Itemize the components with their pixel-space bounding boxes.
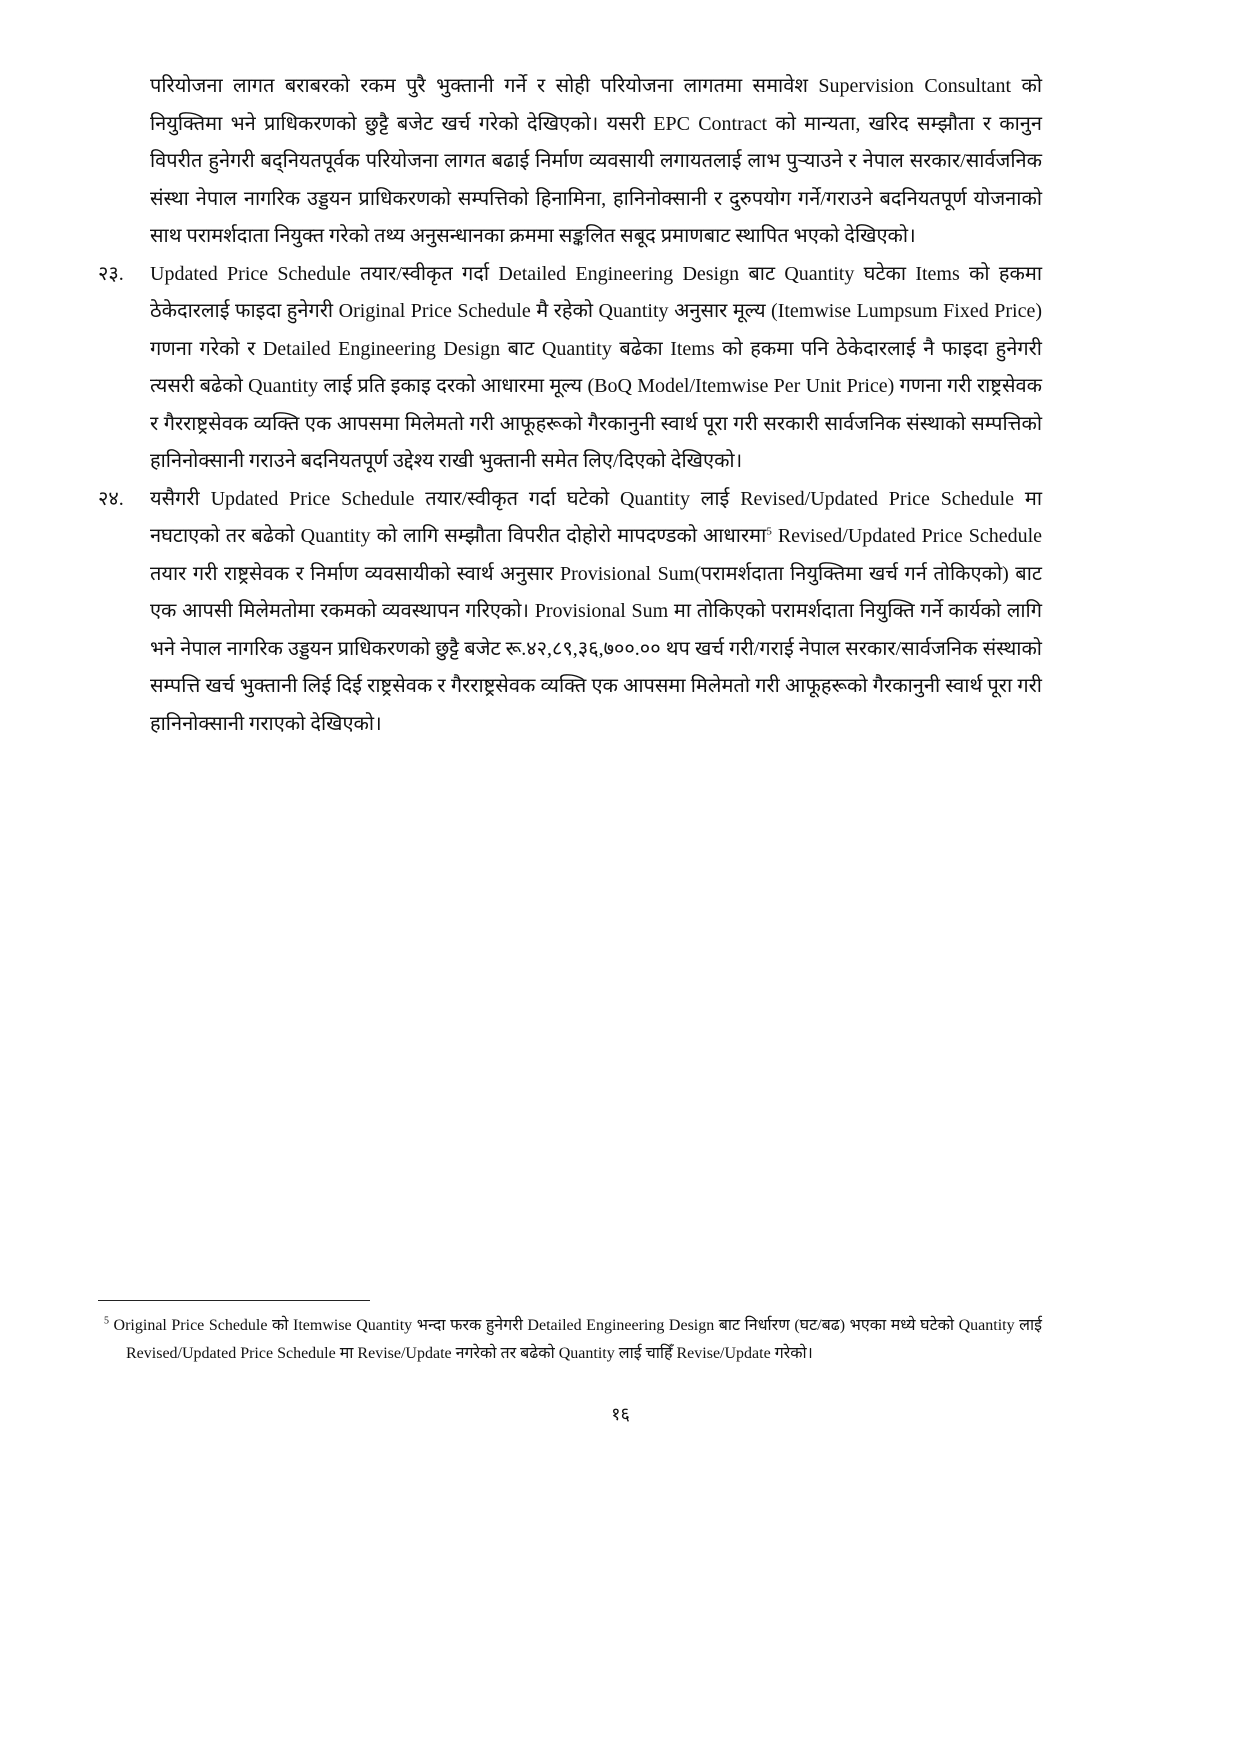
- numbered-paragraph-24: [98, 481, 1043, 744]
- footnote-text: Original Price Schedule को Itemwise Quantity भन्दा फरक हुनेगरी Detailed Engineering Design बाट निर्धारण (घट/बढ) भएका मध्ये घटेको Quantity लाई Revised/Updated Price Schedule मा Revise/Update नगरेको तर बढेको Quantity लाई चाहिँ Revise/Update गरेको।: [113, 1317, 1042, 1362]
- body-text: [98, 68, 1043, 743]
- page-number: १६: [611, 1404, 630, 1425]
- footnote-body: [98, 1312, 1042, 1368]
- paragraph-number: २४.: [98, 487, 124, 510]
- paragraph-number: २३.: [98, 262, 124, 285]
- paragraph-text: [150, 481, 1042, 744]
- numbered-paragraph-23: [98, 256, 1042, 481]
- footnote: [98, 1312, 1042, 1368]
- paragraph-text: Updated Price Schedule तयार/स्वीकृत गर्दा Detailed Engineering Design बाट Quantity घटेका Items को हकमा ठेकेदारलाई फाइदा हुनेगरी Original Price Schedule मै रहेको Quantity अनुसार मूल्य (Itemwise Lumpsum Fixed Price) गणना गरेको र Detailed Engineering Design बाट Quantity बढेका Items को हकमा पनि ठेकेदारलाई नै फाइदा हुनेगरी त्यसरी बढेको Quantity लाई प्रति इकाइ दरको आधारमा मूल्य (BoQ Model/Itemwise Per Unit Price) गणना गरी राष्ट्रसेवक र गैरराष्ट्रसेवक व्यक्ति एक आपसमा मिलेमतो गरी आफूहरूको गैरकानुनी स्वार्थ पूरा गरी सरकारी सार्वजनिक संस्थाको सम्पत्तिको हानिनोक्सानी गराउने बदनियतपूर्ण उद्देश्य राखी भुक्तानी समेत लिए/दिएको देखिएको।: [150, 262, 1042, 472]
- intro-paragraph: परियोजना लागत बराबरको रकम पुरै भुक्तानी गर्ने र सोही परियोजना लागतमा समावेश Supervision Consultant को नियुक्तिमा भने प्राधिकरणको छुट्टै बजेट खर्च गरेको देखिएको। यसरी EPC Contract को मान्यता, खरिद सम्झौता र कानुन विपरीत हुनेगरी बद्नियतपूर्वक परियोजना लागत बढाई निर्माण व्यवसायी लगायतलाई लाभ पुऱ्याउने र नेपाल सरकार/सार्वजनिक संस्था नेपाल नागरिक उड्डयन प्राधिकरणको सम्पत्तिको हिनामिना, हानिनोक्सानी र दुरुपयोग गर्ने/गराउने बदनियतपूर्ण योजनाको साथ परामर्शदाता नियुक्त गरेको तथ्य अनुसन्धानका क्रममा सङ्कलित सबूद प्रमाणबाट स्थापित भएको देखिएको।: [150, 75, 1042, 247]
- footnote-separator: [98, 1300, 370, 1301]
- footnote-reference[interactable]: 5: [766, 525, 772, 538]
- footnote-marker: 5: [104, 1315, 109, 1327]
- paragraph-text-part1: यसैगरी Updated Price Schedule तयार/स्वीकृत गर्दा घटेको Quantity लाई Revised/Updated Price Schedule मा नघटाएको तर बढेको Quantity को लागि सम्झौता विपरीत दोहोरो मापदण्डको आधारमा: [150, 487, 1042, 547]
- paragraph-text-part2: Revised/Updated Price Schedule तयार गरी राष्ट्रसेवक र निर्माण व्यवसायीको स्वार्थ अनुसार Provisional Sum(परामर्शदाता नियुक्तिमा खर्च गर्न तोकिएको) बाट एक आपसी मिलेमतोमा रकमको व्यवस्थापन गरिएको। Provisional Sum मा तोकिएको परामर्शदाता नियुक्ति गर्ने कार्यको लागि भने नेपाल नागरिक उड्डयन प्राधिकरणको छुट्टै बजेट रू.४२,८९,३६,७००.०० थप खर्च गरी/गराई नेपाल सरकार/सार्वजनिक संस्थाको सम्पत्ति खर्च भुक्तानी लिई दिई राष्ट्रसेवक र गैरराष्ट्रसेवक व्यक्ति एक आपसमा मिलेमतो गरी आफूहरूको गैरकानुनी स्वार्थ पूरा गरी हानिनोक्सानी गराएको देखिएको।: [150, 525, 1043, 735]
